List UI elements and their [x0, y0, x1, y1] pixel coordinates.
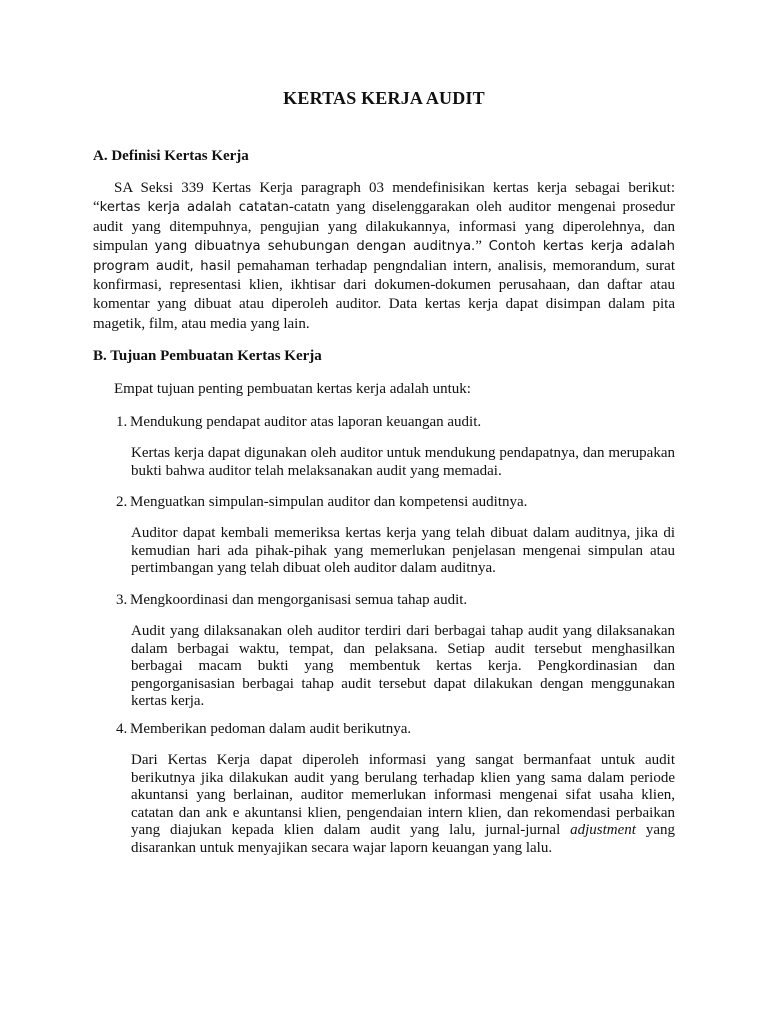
- list-item-body: [131, 752, 675, 858]
- list-item-title: Menguatkan simpulan-simpulan auditor dan kompetensi auditnya.: [130, 494, 528, 510]
- list-item-number: 1.: [116, 414, 128, 430]
- list-item-heading: [116, 592, 467, 609]
- list-item-body: Auditor dapat kembali memeriksa kertas kerja yang telah dibuat dalam auditnya, jika di kemudian hari ada pihak-pihak yang memerlukan penjelasan mengenai simpulan atau pertimbangan yang telah dibuat oleh auditor dalam auditnya.: [131, 525, 675, 577]
- text-run: Dari Kertas Kerja dapat diperoleh informasi yang sangat bermanfaat untuk audit berikutnya jika dilakukan audit yang berulang terhadap klien yang sama dalam periode akuntansi yang berlainan, auditor memerlukan informasi mengenai sifat usaha klien, catatan dan ank e akuntansi klien, pengendaian intern klien, dan rekomendasi perbaikan yang diajukan kepada klien dalam audit yang lalu, jurnal-jurnal: [131, 752, 675, 839]
- text-run-sans: kertas kerja adalah catatan: [99, 200, 289, 216]
- text-run: pemahaman terhadap pengndalian intern, analisis, memorandum, surat konfirmasi, representasi klien, ikhtisar dari dokumen-dokumen perusahaan, dan daftar atau komentar yang dibuat atau diperoleh auditor. Data kertas kerja dapat disimpan dalam pita magetik, film, atau media yang lain.: [93, 257, 675, 332]
- section-b-intro: Empat tujuan penting pembuatan kertas kerja adalah untuk:: [114, 381, 471, 397]
- list-item-heading: [116, 494, 527, 511]
- text-run-sans: Contoh kertas kerja adalah program audit, hasil: [93, 239, 675, 274]
- text-run-sans: yang dibuatnya sehubungan dengan auditnya.: [154, 239, 476, 255]
- list-item-heading: [116, 414, 481, 431]
- text-run: -catatn yang diselenggarakan oleh auditor mengenai prosedur audit yang ditempuhnya, pengujian yang dilakukannya, informasi yang diperolehnya, dan simpulan: [93, 199, 675, 255]
- text-run: SA Seksi 339 Kertas Kerja paragraph 03 mendefinisikan kertas kerja sebagai berikut: “: [93, 180, 675, 216]
- text-run: yang disarankan untuk menyajikan secara wajar laporn keuangan yang lalu.: [131, 822, 675, 856]
- list-item-title: Memberikan pedoman dalam audit berikutnya.: [130, 721, 412, 737]
- list-item-body: Kertas kerja dapat digunakan oleh auditor untuk mendukung pendapatnya, dan merupakan bukti bahwa auditor telah melaksanakan audit yang memadai.: [131, 445, 675, 479]
- italic-term: adjustment: [570, 822, 636, 839]
- list-item-number: 3.: [116, 592, 128, 608]
- list-item-number: 4.: [116, 721, 128, 737]
- document-title: KERTAS KERJA AUDIT: [283, 88, 485, 108]
- list-item-body: Audit yang dilaksanakan oleh auditor terdiri dari berbagai tahap audit yang dilaksanakan dalam berbagai waktu, tempat, dan pelaksana. Setiap audit tersebut menghasilkan berbagai macam bukti yang membentuk kertas kerja. Pengkordinasian dan pengorganisasian berbagai tahap audit tersebut dapat dilakukan dengan menggunakan kertas kerja.: [131, 623, 675, 710]
- text-run: ”: [475, 238, 489, 255]
- list-item-title: Mendukung pendapat auditor atas laporan keuangan audit.: [130, 414, 482, 430]
- section-a-heading: A. Definisi Kertas Kerja: [93, 148, 249, 164]
- section-a-paragraph: [93, 179, 675, 334]
- list-item-title: Mengkoordinasi dan mengorganisasi semua tahap audit.: [130, 592, 468, 608]
- list-item-number: 2.: [116, 494, 128, 510]
- list-item-heading: [116, 721, 411, 738]
- section-b-heading: B. Tujuan Pembuatan Kertas Kerja: [93, 348, 322, 364]
